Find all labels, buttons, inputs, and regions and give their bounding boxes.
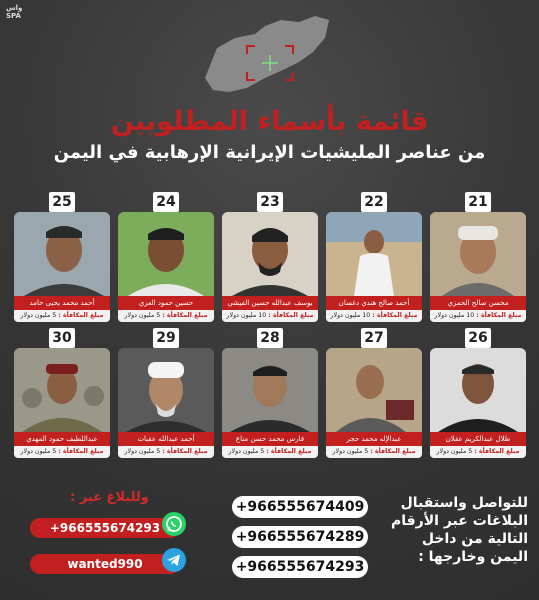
- wanted-card: [326, 192, 422, 328]
- wanted-photo: [118, 348, 214, 432]
- wanted-reward: مبلغ المكافأة : 5 مليون دولار: [222, 446, 318, 458]
- wanted-reward: مبلغ المكافأة : 10 مليون دولار: [326, 310, 422, 322]
- wanted-reward: مبلغ المكافأة : 5 مليون دولار: [14, 446, 110, 458]
- wanted-reward: مبلغ المكافأة : 5 مليون دولار: [118, 310, 214, 322]
- wanted-card: [430, 192, 526, 328]
- wanted-reward: مبلغ المكافأة : 5 مليون دولار: [430, 446, 526, 458]
- wanted-number: 27: [361, 328, 387, 348]
- wanted-number: 24: [153, 192, 179, 212]
- wanted-name: أحمد محمد يحيى حامد: [14, 296, 110, 310]
- wanted-number: 30: [49, 328, 75, 348]
- contact-instructions: للتواصل واستقبال البلاغات عبر الأرقام التالية من داخل اليمن وخارجها :: [391, 495, 528, 565]
- wanted-reward: مبلغ المكافأة : 5 مليون دولار: [14, 310, 110, 322]
- wanted-card: [14, 328, 110, 464]
- wanted-name: أحمد عبدالله عقبات: [118, 432, 214, 446]
- wanted-reward: مبلغ المكافأة : 5 مليون دولار: [118, 446, 214, 458]
- wanted-photo: [14, 348, 110, 432]
- yemen-map-icon: [195, 8, 345, 108]
- wanted-name: فارس محمد حسن مناع: [222, 432, 318, 446]
- wanted-name: طلال عبدالكريم عقلان: [430, 432, 526, 446]
- wanted-photo: [326, 348, 422, 432]
- wanted-card: [222, 328, 318, 464]
- whatsapp-number[interactable]: +966555674293: [30, 518, 180, 538]
- wanted-reward: مبلغ المكافأة : 10 مليون دولار: [222, 310, 318, 322]
- contact-number-3[interactable]: +966555674293: [232, 556, 368, 578]
- wanted-name: حسين حمود العزي: [118, 296, 214, 310]
- wanted-photo: [14, 212, 110, 296]
- wanted-name: يوسف عبدالله حسين الفيشي: [222, 296, 318, 310]
- page-subtitle: من عناصر المليشيات الإيرانية الإرهابية في اليمن: [53, 142, 486, 163]
- wanted-photo: [222, 348, 318, 432]
- wanted-number: 28: [257, 328, 283, 348]
- wanted-name: محسن صالح الحمزي: [430, 296, 526, 310]
- report-label: وللبلاغ عبر :: [70, 490, 149, 505]
- whatsapp-icon[interactable]: [162, 512, 186, 536]
- wanted-card: [430, 328, 526, 464]
- wanted-card: [14, 192, 110, 328]
- spa-logo: واس SPA: [6, 4, 23, 20]
- wanted-photo: [326, 212, 422, 296]
- wanted-number: 22: [361, 192, 387, 212]
- wanted-name: أحمد صالح هندي دغسان: [326, 296, 422, 310]
- wanted-card: [118, 328, 214, 464]
- wanted-number: 23: [257, 192, 283, 212]
- wanted-reward: مبلغ المكافأة : 10 مليون دولار: [430, 310, 526, 322]
- wanted-photo: [222, 212, 318, 296]
- wanted-card: [118, 192, 214, 328]
- wanted-photo: [430, 212, 526, 296]
- wanted-card: [222, 192, 318, 328]
- page-title: قائمة بأسماء المطلوبين: [110, 106, 429, 137]
- wanted-name: عبداللطيف حمود المهدي: [14, 432, 110, 446]
- telegram-handle[interactable]: wanted990: [30, 554, 180, 574]
- wanted-photo: [430, 348, 526, 432]
- wanted-number: 25: [49, 192, 75, 212]
- wanted-photo: [118, 212, 214, 296]
- wanted-number: 21: [465, 192, 491, 212]
- contact-number-2[interactable]: +966555674289: [232, 526, 368, 548]
- wanted-number: 29: [153, 328, 179, 348]
- wanted-number: 26: [465, 328, 491, 348]
- telegram-icon[interactable]: [162, 548, 186, 572]
- wanted-reward: مبلغ المكافأة : 5 مليون دولار: [326, 446, 422, 458]
- wanted-name: عبدالإله محمد حجر: [326, 432, 422, 446]
- contact-number-1[interactable]: +966555674409: [232, 496, 368, 518]
- wanted-card: [326, 328, 422, 464]
